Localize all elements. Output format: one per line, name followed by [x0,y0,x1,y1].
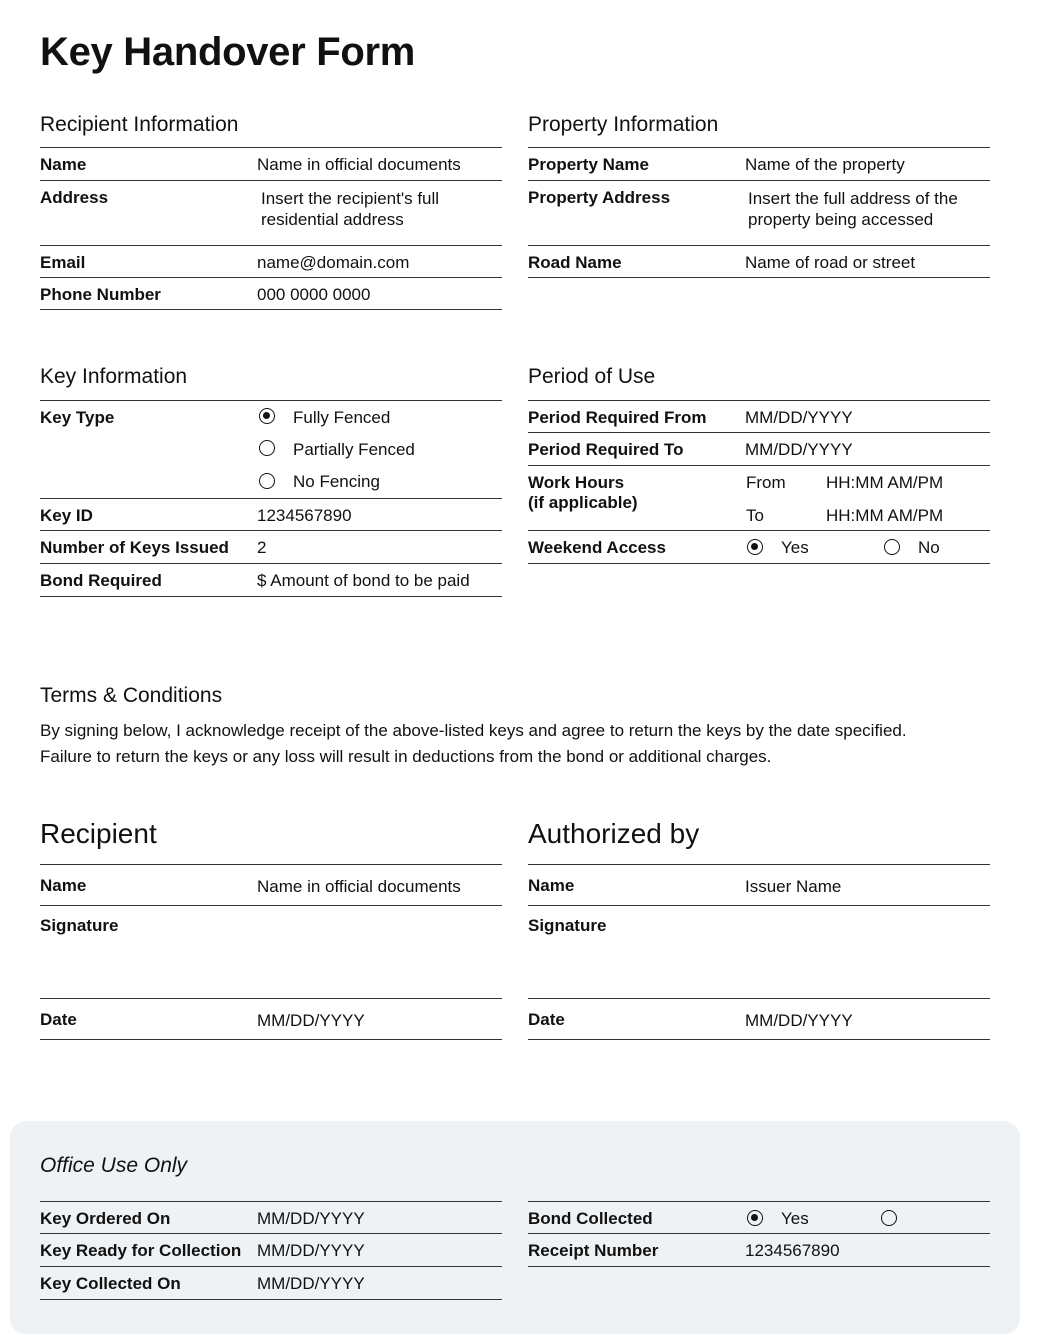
terms-text [40,718,1000,770]
divider [40,245,502,246]
recipient-name-field[interactable]: Name in official documents [257,155,461,174]
key-collected-field[interactable]: MM/DD/YYYY [257,1274,365,1293]
recipient-phone-label: Phone Number [40,285,161,304]
key-type-fully-fenced-radio[interactable] [259,408,275,424]
work-hours-sublabel: (if applicable) [528,493,638,512]
divider [528,998,990,999]
road-name-label: Road Name [528,253,622,272]
work-hours-to-label: To [746,506,764,525]
divider [40,905,502,906]
divider [40,1233,502,1234]
recipient-address-label: Address [40,188,109,207]
divider [528,245,990,246]
authorized-signature-area[interactable] [745,910,990,996]
divider [528,530,990,531]
divider [528,465,990,466]
divider [528,1233,990,1234]
recipient-signature-label: Signature [40,916,119,935]
property-name-label: Property Name [528,155,649,174]
num-keys-label: Number of Keys Issued [40,538,229,557]
divider [40,1266,502,1267]
key-id-field[interactable]: 1234567890 [257,506,352,525]
authorized-signature-label: Signature [528,916,607,935]
period-to-field[interactable]: MM/DD/YYYY [745,440,853,459]
terms-line: By signing below, I acknowledge receipt of the above-listed keys and agree to return the keys by the date specified. [40,721,907,740]
key-collected-label: Key Collected On [40,1274,181,1293]
divider [40,864,502,865]
bond-collected-other-radio[interactable] [881,1210,897,1226]
weekend-no-label: No [918,538,940,557]
period-of-use-heading: Period of Use [528,365,656,388]
weekend-access-label: Weekend Access [528,538,666,557]
key-type-option-label: No Fencing [293,472,380,491]
road-name-field[interactable]: Name of road or street [745,253,916,272]
num-keys-field[interactable]: 2 [257,538,267,557]
divider [40,400,502,401]
bond-required-label: Bond Required [40,571,162,590]
divider [40,498,502,499]
recipient-signature-area[interactable] [257,910,502,996]
recipient-phone-field[interactable]: 000 0000 0000 [257,285,371,304]
weekend-yes-label: Yes [781,538,809,557]
key-ready-field[interactable]: MM/DD/YYYY [257,1241,365,1260]
receipt-number-field[interactable]: 1234567890 [745,1241,840,1260]
divider [528,400,990,401]
recipient-name-label: Name [40,155,87,174]
authorized-date-label: Date [528,1010,565,1029]
recipient-date-label: Date [40,1010,77,1029]
property-address-field-line1[interactable]: Insert the full address of the [748,189,958,208]
key-type-no-fencing-radio[interactable] [259,473,275,489]
recipient-sign-name-field[interactable]: Name in official documents [257,877,461,896]
work-hours-from-label: From [746,473,786,492]
divider [40,1201,502,1202]
key-id-label: Key ID [40,506,93,525]
terms-heading: Terms & Conditions [40,684,223,707]
recipient-email-field[interactable]: name@domain.com [257,253,410,272]
divider [40,1299,502,1300]
key-type-option-label: Fully Fenced [293,408,391,427]
weekend-no-radio[interactable] [884,539,900,555]
period-from-label: Period Required From [528,408,707,427]
terms-line: Failure to return the keys or any loss will result in deductions from the bond or additional charges. [40,747,772,766]
receipt-number-label: Receipt Number [528,1241,659,1260]
divider [40,1039,502,1040]
recipient-address-field-line1[interactable]: Insert the recipient's full [261,189,440,208]
divider [528,432,990,433]
period-from-field[interactable]: MM/DD/YYYY [745,408,853,427]
divider [40,998,502,999]
key-ordered-field[interactable]: MM/DD/YYYY [257,1209,365,1228]
divider [528,1039,990,1040]
authorized-by-heading: Authorized by [528,818,700,849]
divider [40,147,502,148]
divider [528,905,990,906]
key-ordered-label: Key Ordered On [40,1209,171,1228]
key-type-option-label: Partially Fenced [293,440,415,459]
property-address-label: Property Address [528,188,671,207]
authorized-name-field[interactable]: Issuer Name [745,877,842,896]
divider [528,1266,990,1267]
divider [528,277,990,278]
divider [528,563,990,564]
divider [528,180,990,181]
work-hours-to-field[interactable]: HH:MM AM/PM [826,506,944,525]
bond-collected-yes-radio[interactable] [747,1210,763,1226]
office-use-heading: Office Use Only [40,1154,188,1177]
weekend-yes-radio[interactable] [747,539,763,555]
recipient-email-label: Email [40,253,86,272]
recipient-sign-name-label: Name [40,876,87,895]
divider [40,596,502,597]
divider [40,277,502,278]
key-type-partially-fenced-radio[interactable] [259,440,275,456]
recipient-address-field-line2[interactable]: residential address [261,210,404,229]
divider [528,147,990,148]
recipient-heading: Recipient [40,818,157,849]
divider [528,1201,990,1202]
work-hours-from-field[interactable]: HH:MM AM/PM [826,473,944,492]
key-ready-label: Key Ready for Collection [40,1241,242,1260]
divider [40,180,502,181]
page-title: Key Handover Form [40,30,415,74]
property-address-field-line2[interactable]: property being accessed [748,210,934,229]
authorized-date-field[interactable]: MM/DD/YYYY [745,1011,853,1030]
bond-collected-label: Bond Collected [528,1209,653,1228]
key-info-heading: Key Information [40,365,188,388]
bond-collected-yes-label: Yes [781,1209,809,1228]
divider [528,864,990,865]
recipient-date-field[interactable]: MM/DD/YYYY [257,1011,365,1030]
divider [40,309,502,310]
property-info-heading: Property Information [528,113,719,136]
period-to-label: Period Required To [528,440,684,459]
property-name-field[interactable]: Name of the property [745,155,905,174]
divider [40,530,502,531]
bond-required-field[interactable]: $ Amount of bond to be paid [257,571,470,590]
key-type-label: Key Type [40,408,115,427]
work-hours-label: Work Hours [528,473,625,492]
authorized-name-label: Name [528,876,575,895]
divider [40,563,502,564]
recipient-info-heading: Recipient Information [40,113,239,136]
